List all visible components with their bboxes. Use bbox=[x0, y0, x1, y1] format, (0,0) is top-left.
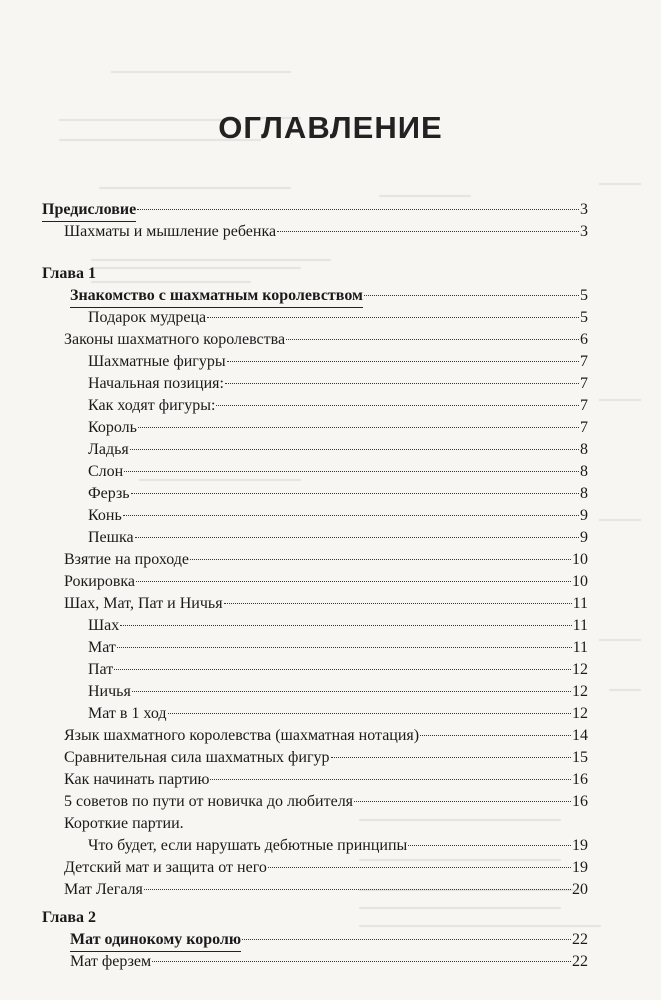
toc-entry-page: 3 bbox=[580, 223, 588, 240]
toc-entry[interactable] bbox=[64, 747, 588, 769]
toc-entry-title: Король bbox=[88, 419, 137, 436]
toc-entry[interactable] bbox=[88, 483, 588, 505]
toc-entry[interactable] bbox=[70, 951, 588, 973]
toc-entry[interactable] bbox=[64, 857, 588, 879]
toc-entry-page: 16 bbox=[572, 771, 588, 788]
toc-entry[interactable] bbox=[70, 285, 588, 307]
toc-entry[interactable] bbox=[88, 681, 588, 703]
toc-entry-page: 9 bbox=[580, 507, 588, 524]
dot-leader bbox=[130, 449, 579, 450]
toc-entry-page: 11 bbox=[572, 595, 588, 612]
toc-entry-title: Подарок мудреца bbox=[88, 309, 207, 326]
dot-leader bbox=[137, 209, 579, 210]
toc-entry-page: 10 bbox=[572, 573, 588, 590]
dot-leader bbox=[242, 939, 571, 940]
toc-entry-page: 11 bbox=[572, 639, 588, 656]
toc-entry-page: 5 bbox=[580, 309, 588, 326]
toc-entry-title: Что будет, если нарушать дебютные принципы bbox=[88, 837, 408, 854]
toc-entry-title: Законы шахматного королевства bbox=[64, 331, 286, 348]
toc-entry-title: Начальная позиция: bbox=[88, 375, 224, 392]
dot-leader bbox=[123, 515, 579, 516]
toc-entry-title: Ладья bbox=[88, 441, 129, 458]
toc-entry[interactable] bbox=[88, 417, 588, 439]
toc-entry[interactable] bbox=[88, 351, 588, 373]
toc-entry[interactable] bbox=[88, 439, 588, 461]
toc-entry[interactable] bbox=[88, 395, 588, 417]
toc-entry[interactable] bbox=[42, 199, 588, 221]
toc-entry-title: Предисловие bbox=[42, 199, 136, 222]
dot-leader bbox=[138, 427, 579, 428]
toc-entry[interactable] bbox=[64, 769, 588, 791]
toc-entry-title: Пешка bbox=[88, 529, 134, 546]
dot-leader bbox=[132, 691, 571, 692]
toc-entry[interactable] bbox=[88, 637, 588, 659]
toc-entry-page: 8 bbox=[580, 485, 588, 502]
toc-entry[interactable] bbox=[88, 835, 588, 857]
dot-leader bbox=[144, 889, 571, 890]
toc-entry-title: Шахматы и мышление ребенка bbox=[64, 223, 277, 240]
toc-entry[interactable] bbox=[88, 703, 588, 725]
dot-leader bbox=[227, 361, 579, 362]
toc-entry-page: 8 bbox=[580, 441, 588, 458]
toc-entry[interactable] bbox=[64, 879, 588, 901]
toc-entry-page: 8 bbox=[580, 463, 588, 480]
dot-leader bbox=[124, 471, 579, 472]
toc-entry-page: 9 bbox=[580, 529, 588, 546]
toc-entry-title: Взятие на проходе bbox=[64, 551, 190, 568]
toc-entry[interactable] bbox=[88, 373, 588, 395]
toc-entry[interactable] bbox=[70, 929, 588, 951]
dot-leader bbox=[420, 735, 571, 736]
dot-leader bbox=[408, 845, 571, 846]
toc-entry-title: Шах bbox=[88, 617, 120, 634]
toc-entry-title: Пат bbox=[88, 661, 114, 678]
toc-entry[interactable] bbox=[88, 527, 588, 549]
toc-entry-title: Язык шахматного королевства (шахматная нотация) bbox=[64, 727, 420, 744]
toc-entry-page: 20 bbox=[572, 881, 588, 898]
toc-entry[interactable] bbox=[88, 461, 588, 483]
toc-entry-title: Короткие партии. bbox=[64, 815, 184, 832]
dot-leader bbox=[216, 405, 579, 406]
chapter-heading: Глава 1 bbox=[42, 265, 96, 282]
dot-leader bbox=[268, 867, 571, 868]
toc-entry-title: Мат одинокому королю bbox=[70, 929, 241, 952]
toc-entry-page: 10 bbox=[572, 551, 588, 568]
toc-entry-title: Знакомство с шахматным королевством bbox=[70, 285, 363, 308]
toc-entry-page: 12 bbox=[572, 705, 588, 722]
toc-entry[interactable] bbox=[88, 615, 588, 637]
toc-entry[interactable] bbox=[64, 549, 588, 571]
dot-leader bbox=[210, 779, 571, 780]
toc-entry-title: Как начинать партию bbox=[64, 771, 210, 788]
toc-entry[interactable] bbox=[88, 659, 588, 681]
dot-leader bbox=[120, 625, 571, 626]
dot-leader bbox=[135, 537, 579, 538]
toc-entry-title: Шах, Мат, Пат и Ничья bbox=[64, 595, 223, 612]
toc-entry-page: 16 bbox=[572, 793, 588, 810]
toc-entry-page: 14 bbox=[572, 727, 588, 744]
page-title: ОГЛАВЛЕНИЕ bbox=[218, 110, 443, 145]
toc-entry-title: Мат ферзем bbox=[70, 953, 152, 970]
toc-entry-page: 12 bbox=[572, 683, 588, 700]
toc-entry[interactable] bbox=[64, 725, 588, 747]
toc-entry-page: 7 bbox=[580, 353, 588, 370]
toc-entry-title: Конь bbox=[88, 507, 122, 524]
toc-entry-title: Мат bbox=[88, 639, 116, 656]
toc-entry-page: 7 bbox=[580, 375, 588, 392]
toc-entry-title: Слон bbox=[88, 463, 124, 480]
dot-leader bbox=[136, 581, 571, 582]
toc-entry-page: 5 bbox=[580, 287, 588, 304]
dot-leader bbox=[286, 339, 579, 340]
toc-entry-page: 12 bbox=[572, 661, 588, 678]
toc-entry[interactable] bbox=[64, 571, 588, 593]
toc-entry-page: 15 bbox=[572, 749, 588, 766]
toc-entry-title: Как ходят фигуры: bbox=[88, 397, 216, 414]
toc-entry-page: 11 bbox=[572, 617, 588, 634]
toc-entry-title: Рокировка bbox=[64, 573, 136, 590]
chapter-heading: Глава 2 bbox=[42, 909, 96, 926]
dot-leader bbox=[168, 713, 571, 714]
toc-entry[interactable] bbox=[64, 791, 588, 813]
dot-leader bbox=[131, 493, 579, 494]
toc-entry-page: 22 bbox=[572, 953, 588, 970]
toc-entry-page: 7 bbox=[580, 419, 588, 436]
dot-leader bbox=[225, 383, 579, 384]
dot-leader bbox=[114, 669, 571, 670]
dot-leader bbox=[207, 317, 579, 318]
toc-entry-page: 19 bbox=[572, 859, 588, 876]
toc-entry-page: 22 bbox=[572, 931, 588, 948]
toc-entry-page: 3 bbox=[580, 201, 588, 218]
toc-entry[interactable] bbox=[64, 329, 588, 351]
dot-leader bbox=[190, 559, 571, 560]
toc-entry-page: 19 bbox=[572, 837, 588, 854]
dot-leader bbox=[152, 961, 571, 962]
toc-entry-title: Сравнительная сила шахматных фигур bbox=[64, 749, 330, 766]
toc-entry[interactable] bbox=[88, 505, 588, 527]
toc-entry[interactable] bbox=[64, 221, 588, 243]
dot-leader bbox=[224, 603, 572, 604]
dot-leader bbox=[331, 757, 571, 758]
toc-entry[interactable] bbox=[64, 593, 588, 615]
toc-entry-title: Ферзь bbox=[88, 485, 130, 502]
toc-entry-page: 6 bbox=[580, 331, 588, 348]
dot-leader bbox=[117, 647, 572, 648]
toc-entry-title: Мат Легаля bbox=[64, 881, 143, 898]
toc-entry-title: Мат в 1 ход bbox=[88, 705, 167, 722]
dot-leader bbox=[364, 295, 579, 296]
toc-entry-title: Шахматные фигуры bbox=[88, 353, 226, 370]
dot-leader bbox=[354, 801, 571, 802]
toc-entry-page: 7 bbox=[580, 397, 588, 414]
dot-leader bbox=[277, 231, 579, 232]
toc-entry-title: Ничья bbox=[88, 683, 131, 700]
toc-entry-title: 5 советов по пути от новичка до любителя bbox=[64, 793, 354, 810]
toc-entry[interactable] bbox=[88, 307, 588, 329]
toc-entry[interactable] bbox=[64, 813, 588, 835]
toc-entry-title: Детский мат и защита от него bbox=[64, 859, 267, 876]
